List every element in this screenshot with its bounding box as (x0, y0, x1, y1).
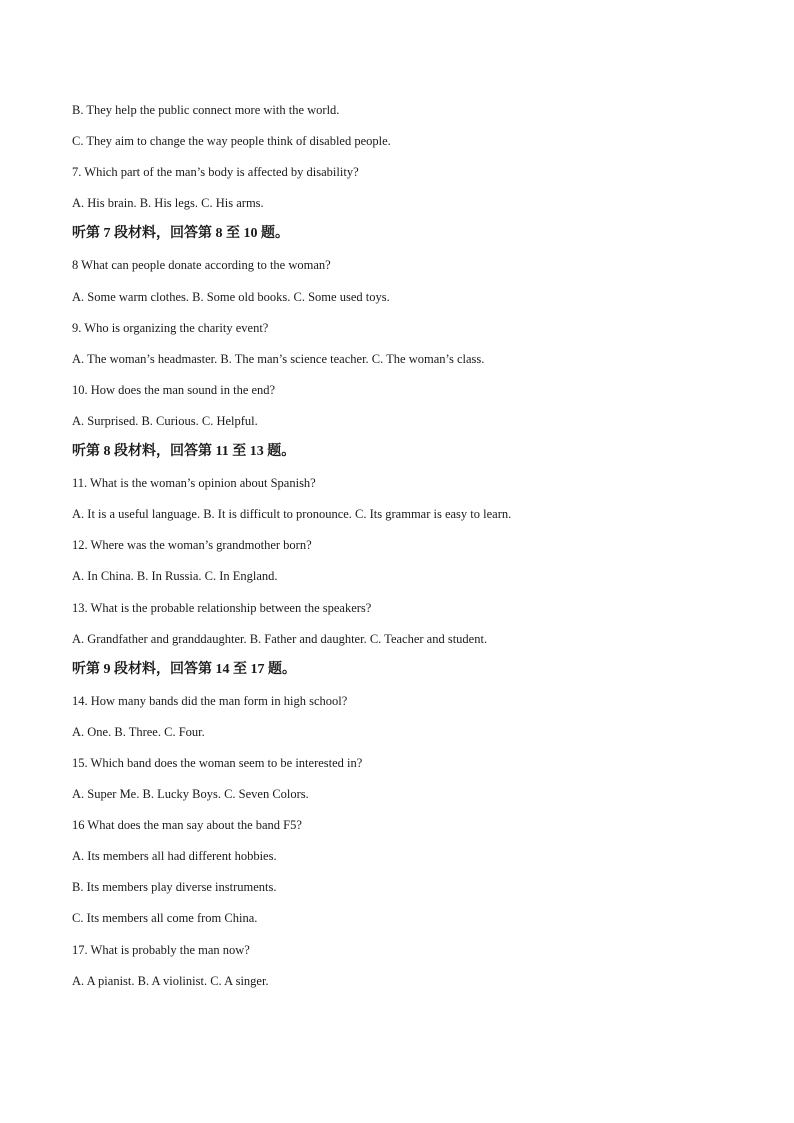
question-line: 14. How many bands did the man form in high school? (72, 693, 348, 708)
question-line: 7. Which part of the man’s body is affected by disability? (72, 165, 359, 180)
option-line: A. The woman’s headmaster. B. The man’s science teacher. C. The woman’s class. (72, 351, 485, 366)
question-line: 11. What is the woman’s opinion about Spanish? (72, 476, 316, 491)
option-line: B. They help the public connect more with the world. (72, 103, 340, 117)
question-line: 13. What is the probable relationship between the speakers? (72, 600, 372, 615)
question-line: 8 What can people donate according to the woman? (72, 258, 331, 273)
section-heading: 听第 8 段材料，回答第 11 至 13 题。 (72, 444, 296, 460)
option-line: A. It is a useful language. B. It is difficult to pronounce. C. Its grammar is easy to learn. (72, 507, 512, 522)
option-line: C. Its members all come from China. (72, 911, 258, 926)
option-line: A. Surprised. B. Curious. C. Helpful. (72, 413, 258, 428)
option-line: A. One. B. Three. C. Four. (72, 724, 205, 739)
option-line: A. Super Me. B. Lucky Boys. C. Seven Colors. (72, 787, 309, 802)
question-line: 9. Who is organizing the charity event? (72, 320, 269, 335)
option-line: C. They aim to change the way people think of disabled people. (72, 134, 391, 149)
question-line: 17. What is probably the man now? (72, 942, 250, 957)
option-line: A. In China. B. In Russia. C. In England. (72, 569, 278, 584)
option-line: A. Its members all had different hobbies. (72, 849, 277, 864)
question-line: 16 What does the man say about the band F5? (72, 818, 302, 833)
section-heading: 听第 7 段材料，回答第 8 至 10 题。 (72, 226, 289, 242)
section-heading: 听第 9 段材料，回答第 14 至 17 题。 (72, 661, 296, 677)
option-line: A. A pianist. B. A violinist. C. A singer. (72, 973, 269, 988)
option-line: A. Grandfather and granddaughter. B. Father and daughter. C. Teacher and student. (72, 631, 488, 646)
option-line: A. His brain. B. His legs. C. His arms. (72, 196, 264, 211)
option-line: B. Its members play diverse instruments. (72, 880, 277, 895)
question-line: 10. How does the man sound in the end? (72, 382, 276, 397)
option-line: A. Some warm clothes. B. Some old books. C. Some used toys. (72, 289, 390, 304)
question-line: 12. Where was the woman’s grandmother born? (72, 538, 312, 553)
question-line: 15. Which band does the woman seem to be interested in? (72, 755, 363, 770)
document-page (72, 99, 752, 1001)
